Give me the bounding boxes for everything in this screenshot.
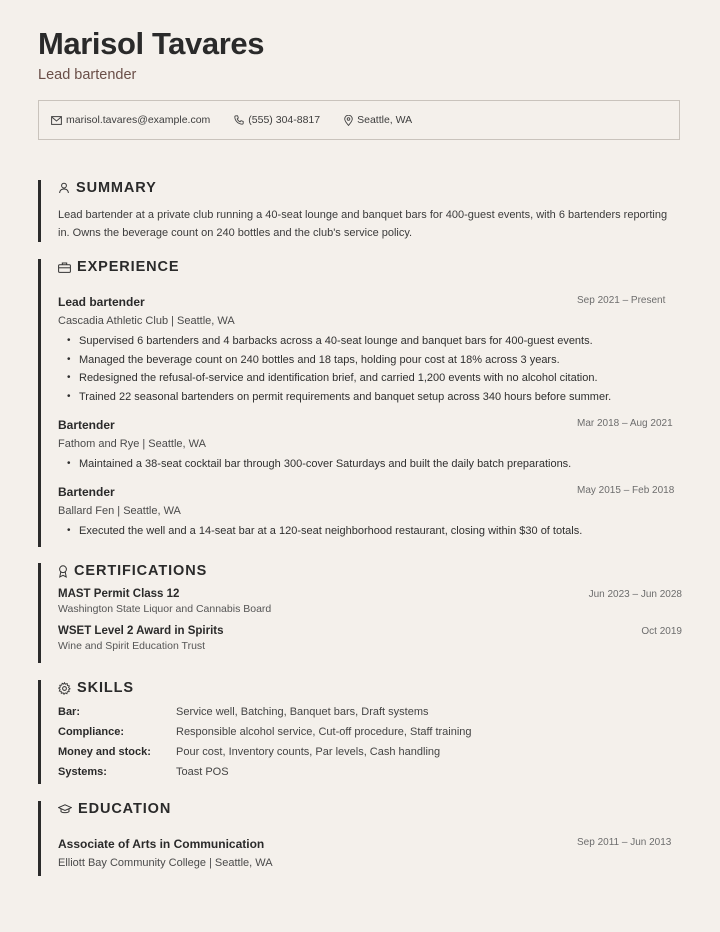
job-org: Fathom and Rye | Seattle, WA <box>58 437 206 450</box>
certifications-heading <box>58 563 682 579</box>
skills-section <box>38 680 682 784</box>
job-bullet: • Redesigned the refusal-of-service and identification brief, and carried 1,200 events with no alcohol citation. <box>58 369 682 388</box>
education-section <box>38 801 682 876</box>
job-date: May 2015 – Feb 2018 <box>577 484 675 496</box>
contact-phone-text: (555) 304-8817 <box>248 114 321 126</box>
phone-icon <box>234 115 244 125</box>
skill-row <box>58 742 682 762</box>
skill-label: Money and stock: <box>58 746 151 758</box>
skill-label: Bar: <box>58 706 81 718</box>
job-bullet: • Executed the well and a 14-seat bar at a 120-seat neighborhood restaurant, closing within $30 of totals. <box>58 522 682 541</box>
skill-row <box>58 722 682 742</box>
job-org: Cascadia Athletic Club | Seattle, WA <box>58 315 235 327</box>
map-pin-icon <box>344 115 353 126</box>
gear-icon <box>58 682 71 695</box>
contact-phone[interactable] <box>234 114 320 126</box>
user-icon <box>58 182 70 194</box>
education-date: Sep 2011 – Jun 2013 <box>577 837 672 848</box>
job-bullet: • Supervised 6 bartenders and 4 barbacks across a 40-seat lounge and banquet bars for 400-guest events. <box>58 332 682 351</box>
job-entry <box>58 295 682 407</box>
skill-value: Responsible alcohol service, Cut-off procedure, Staff training <box>176 726 472 738</box>
summary-title: SUMMARY <box>76 180 157 196</box>
certification-date: Jun 2023 – Jun 2028 <box>588 589 682 600</box>
experience-title: EXPERIENCE <box>77 259 180 275</box>
job-org: Ballard Fen | Seattle, WA <box>58 504 181 517</box>
briefcase-icon <box>58 262 71 273</box>
certification-name: MAST Permit Class 12 <box>58 588 180 600</box>
certifications-title: CERTIFICATIONS <box>74 563 208 579</box>
job-bullets <box>58 522 682 541</box>
skill-row <box>58 762 682 782</box>
education-degree: Associate of Arts in Communication <box>58 837 265 851</box>
job-bullet: • Maintained a 38-seat cocktail bar through 300-cover Saturdays and built the daily batch preparations. <box>58 455 682 474</box>
job-bullet: • Trained 22 seasonal bartenders on permit requirements and banquet setup across 340 hours before summer. <box>58 388 682 407</box>
skill-value: Pour cost, Inventory counts, Par levels, Cash handling <box>176 746 441 758</box>
contact-email[interactable] <box>51 114 210 126</box>
skills-heading <box>58 680 682 696</box>
summary-text: Lead bartender at a private club running a 40-seat lounge and banquet bars for 400-guest events, with 6 bartenders reporting in. Owns the beverage count on 240 bottles and the club's service policy. <box>58 209 668 239</box>
job-date: Sep 2021 – Present <box>577 295 666 306</box>
job-title: Bartender <box>58 417 115 432</box>
education-title: EDUCATION <box>78 801 172 817</box>
summary-heading <box>58 180 682 196</box>
job-title: Bartender <box>58 484 115 499</box>
award-icon <box>58 565 68 578</box>
candidate-headline: Lead bartender <box>38 67 137 83</box>
summary-section <box>38 180 682 242</box>
graduation-cap-icon <box>58 804 72 815</box>
certification-entry <box>58 588 682 615</box>
certification-issuer: Wine and Spirit Education Trust <box>58 640 206 652</box>
skill-value: Toast POS <box>176 766 229 778</box>
skills-title: SKILLS <box>77 680 134 696</box>
contact-email-text: marisol.tavares@example.com <box>66 114 211 126</box>
mail-icon <box>51 116 62 125</box>
job-entry <box>58 418 682 474</box>
education-school: Elliott Bay Community College | Seattle, WA <box>58 857 273 869</box>
certifications-section <box>38 563 682 663</box>
contact-location-text: Seattle, WA <box>357 114 413 126</box>
skills-table <box>58 702 682 782</box>
candidate-name: Marisol Tavares <box>38 26 265 61</box>
education-heading <box>58 801 682 817</box>
skill-value: Service well, Batching, Banquet bars, Draft systems <box>176 706 429 718</box>
skill-label: Systems: <box>58 766 107 778</box>
job-bullets <box>58 455 682 474</box>
experience-heading <box>58 259 682 275</box>
skill-row <box>58 702 682 722</box>
education-entry <box>58 837 682 869</box>
certification-name: WSET Level 2 Award in Spirits <box>58 625 224 637</box>
contact-location <box>344 114 412 126</box>
contact-bar <box>38 100 680 140</box>
job-bullet: • Managed the beverage count on 240 bottles and 18 taps, holding pour cost at 18% across 3 years. <box>58 351 682 370</box>
job-entry <box>58 485 682 541</box>
experience-section <box>38 259 682 547</box>
certification-issuer: Washington State Liquor and Cannabis Board <box>58 603 272 615</box>
certification-entry <box>58 625 682 652</box>
job-date: Mar 2018 – Aug 2021 <box>577 417 673 429</box>
job-title: Lead bartender <box>58 295 145 309</box>
skill-label: Compliance: <box>58 726 125 738</box>
job-bullets <box>58 332 682 407</box>
certification-date: Oct 2019 <box>641 626 682 637</box>
